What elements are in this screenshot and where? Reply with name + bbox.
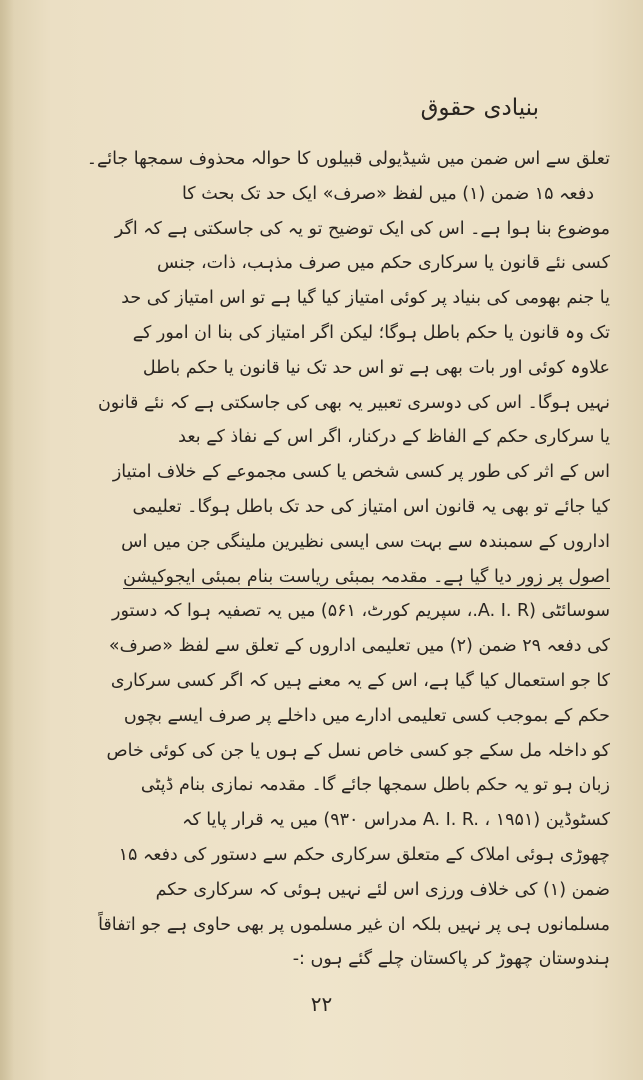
page-body [42, 142, 610, 977]
page-gutter-shadow [0, 0, 14, 1080]
text-line-6: تک وہ قانون یا حکم باطل ہوگا؛ لیکن اگر امتیاز کی بنا ان امور کے [132, 322, 610, 343]
page-number: ۲۲ [310, 992, 333, 1016]
text-line-18: کو داخلہ مل سکے جو کسی خاص نسل کے ہوں یا جن کی کوئی خاص [106, 740, 610, 761]
text-line-14: سوسائٹی (A. I. R.، سپریم کورٹ، ۵۶۱) میں یہ تصفیہ ہوا کہ دستور [112, 601, 610, 622]
text-line-9: یا سرکاری حکم کے الفاظ کے درکنار، اگر اس کے نفاذ کے بعد [178, 427, 610, 448]
text-line-19: زبان ہو تو یہ حکم باطل سمجھا جائے گا۔ مقدمہ نمازی بنام ڈپٹی [140, 775, 610, 796]
text-line-8: نہیں ہوگا۔ اس کی دوسری تعبیر یہ بھی کی جاسکتی ہے کہ نئے قانون [97, 392, 610, 413]
text-line-23: مسلمانوں ہی پر نہیں بلکہ ان غیر مسلموں پر بھی حاوی ہے جو اتفاقاً [98, 914, 610, 935]
text-line-12: اداروں کے سمبندہ سے بہت سی ایسی نظیرین ملینگی جن میں اس [121, 531, 610, 552]
text-line-11: کیا جائے تو بھی یہ قانون اس امتیاز کی حد تک باطل ہوگا۔ تعلیمی [132, 496, 610, 517]
text-line-5: یا جنم بھومی کی بنیاد پر کوئی امتیاز کیا گیا ہے تو اس امتیاز کی حد [121, 288, 610, 309]
text-line-10: اس کے اثر کی طور پر کسی شخص یا کسی مجموعے کے خلاف امتیاز [112, 462, 610, 483]
text-line-20: کسٹوڈین (A. I. R. ، ۱۹۵۱ مدراس ۹۳۰) میں یہ قرار پایا کہ [182, 810, 610, 831]
text-line-2: دفعہ ۱۵ ضمن (۱) میں لفظ «صرف» ایک حد تک بحث کا [181, 183, 594, 204]
text-line-17: حکم کے بموجب کسی تعلیمی ادارے میں داخلے پر صرف ایسے بچوں [123, 705, 610, 726]
text-line-3: موضوع بنا ہوا ہے۔ اس کی ایک توضیح تو یہ کی جاسکتی ہے کہ اگر [114, 218, 610, 239]
text-line-22: ضمن (۱) کی خلاف ورزی اس لئے نہیں ہوئی کہ سرکاری حکم [155, 879, 610, 900]
text-line-4: کسی نئے قانون یا سرکاری حکم میں صرف مذہب، ذات، جنس [157, 253, 610, 274]
text-line-21: چھوڑی ہوئی املاک کے متعلق سرکاری حکم سے دستور کی دفعہ ۱۵ [118, 844, 610, 865]
text-line-7: علاوہ کوئی اور بات بھی ہے تو اس حد تک نیا قانون یا حکم باطل [142, 357, 610, 378]
text-line-24: ہندوستان چھوڑ کر پاکستان چلے گئے ہوں :- [292, 949, 610, 970]
text-line-13: اصول پر زور دیا گیا ہے۔ مقدمہ بمبئی ریاست بنام بمبئی ایجوکیشن [123, 566, 610, 587]
running-header: بنیادی حقوق [420, 95, 539, 121]
text-line-16: کا جو استعمال کیا گیا ہے، اس کے یہ معنے ہیں کہ اگر کسی سرکاری [110, 670, 610, 691]
text-line-15: کی دفعہ ۲۹ ضمن (۲) میں تعلیمی اداروں کے تعلق سے لفظ «صرف» [108, 636, 610, 657]
text-line-1: تعلق سے اس ضمن میں شیڈیولی قبیلوں کا حوالہ محذوف سمجھا جائے۔ [86, 149, 610, 169]
